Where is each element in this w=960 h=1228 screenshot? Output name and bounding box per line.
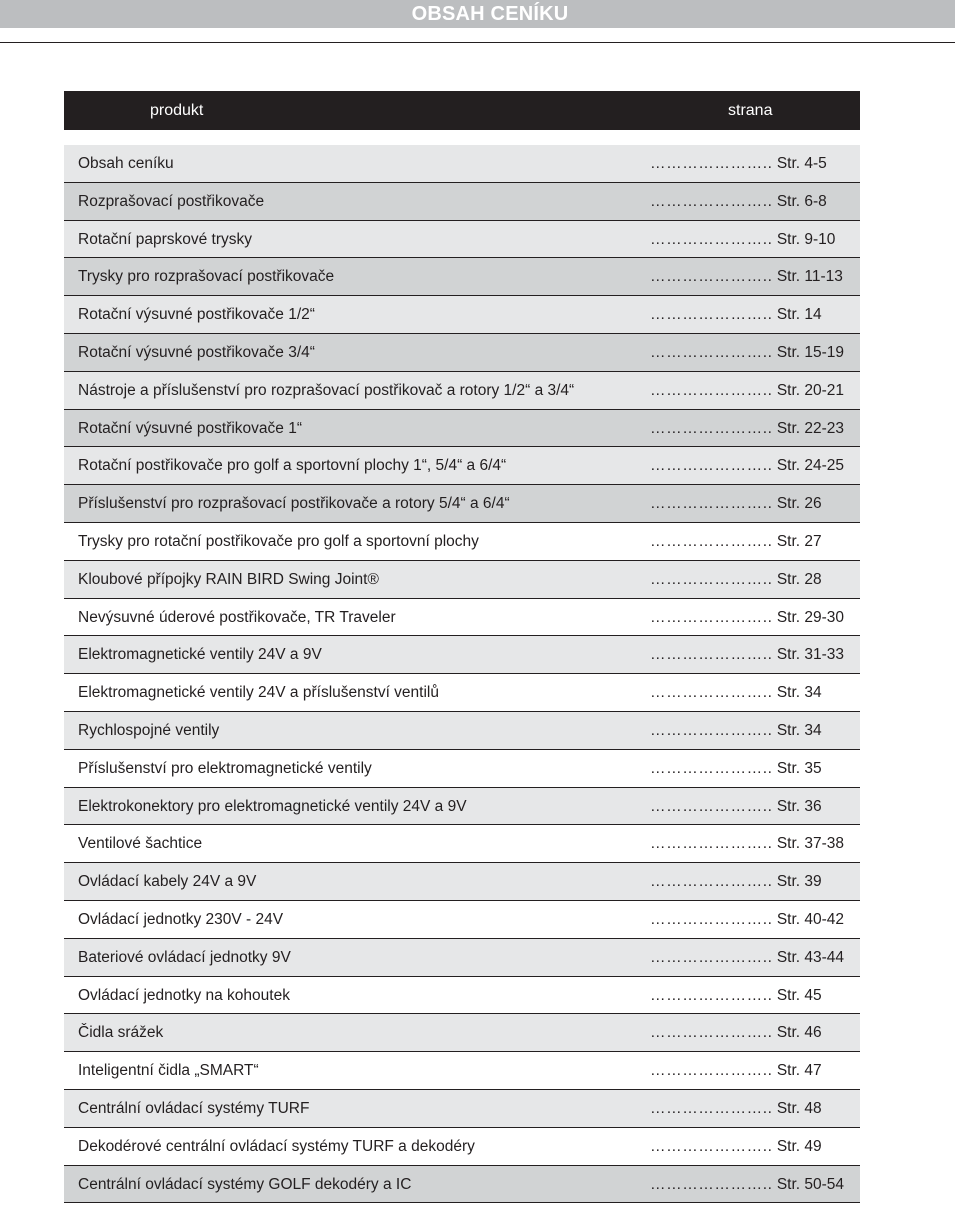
- page-reference: [650, 145, 827, 183]
- page-title: OBSAH CENÍKU: [411, 3, 569, 25]
- list-item: [64, 1166, 860, 1204]
- product-name: Rychlospojné ventily: [78, 721, 220, 739]
- dot-leader: …………………..: [650, 1024, 773, 1042]
- list-item: [64, 825, 860, 863]
- product-name: Rotační paprskové trysky: [78, 230, 253, 248]
- dot-leader: …………………..: [650, 1137, 773, 1155]
- page-reference: [650, 712, 822, 750]
- dot-leader: …………………..: [650, 192, 773, 210]
- title-bar: [0, 0, 960, 28]
- product-name: Ventilové šachtice: [78, 835, 203, 853]
- dot-leader: …………………..: [650, 1062, 773, 1080]
- page-number: Str. 45: [776, 986, 822, 1004]
- page-reference: [650, 221, 835, 259]
- dot-leader: …………………..: [650, 268, 773, 286]
- product-name: Příslušenství pro elektromagnetické ventily: [78, 759, 372, 777]
- list-item: [64, 447, 860, 485]
- dot-leader: …………………..: [650, 306, 773, 324]
- list-item: [64, 750, 860, 788]
- page-reference: [650, 1166, 844, 1204]
- page-reference: [650, 410, 844, 448]
- page-number: Str. 50-54: [776, 1175, 845, 1193]
- list-item: [64, 1090, 860, 1128]
- product-name: Obsah ceníku: [78, 155, 174, 172]
- page-number: Str. 14: [776, 306, 822, 324]
- page-number: Str. 40-42: [776, 910, 845, 928]
- page-reference: [650, 485, 822, 523]
- dot-leader: …………………..: [650, 495, 773, 513]
- page-number: Str. 48: [776, 1099, 822, 1117]
- page-reference: [650, 258, 843, 296]
- dot-leader: …………………..: [650, 759, 773, 777]
- list-item: [64, 561, 860, 599]
- page-number: Str. 46: [776, 1024, 822, 1042]
- page-number: Str. 11-13: [776, 268, 843, 286]
- page-reference: [650, 599, 844, 637]
- page-reference: [650, 901, 844, 939]
- page-number: Str. 28: [776, 570, 822, 588]
- page-reference: [650, 447, 844, 485]
- product-name: Rotační výsuvné postřikovače 3/4“: [78, 343, 315, 361]
- dot-leader: …………………..: [650, 343, 773, 361]
- dot-leader: …………………..: [650, 986, 773, 1004]
- page-number: Str. 43-44: [776, 948, 845, 966]
- product-name: Rotační výsuvné postřikovače 1/2“: [78, 306, 315, 324]
- list-item: [64, 599, 860, 637]
- page-number: Str. 20-21: [776, 381, 845, 399]
- page-reference: [650, 636, 844, 674]
- list-item: [64, 485, 860, 523]
- page-number: Str. 9-10: [776, 230, 836, 248]
- page-reference: [650, 1090, 822, 1128]
- page-number: Str. 35: [776, 759, 822, 777]
- list-item: [64, 1052, 860, 1090]
- page-number: Str. 39: [776, 873, 822, 891]
- list-item: [64, 939, 860, 977]
- list-item: [64, 1128, 860, 1166]
- product-name: Bateriové ovládací jednotky 9V: [78, 948, 291, 966]
- dot-leader: …………………..: [650, 457, 773, 475]
- dot-leader: …………………..: [650, 1099, 773, 1117]
- list-item: [64, 258, 860, 296]
- page-reference: [650, 296, 822, 334]
- list-item: [64, 674, 860, 712]
- product-name: Inteligentní čidla „SMART“: [78, 1062, 259, 1080]
- product-name: Trysky pro rotační postřikovače pro golf a sportovní plochy: [78, 532, 479, 550]
- page-reference: [650, 1052, 822, 1090]
- list-item: [64, 863, 860, 901]
- dot-leader: …………………..: [650, 684, 773, 702]
- dot-leader: …………………..: [650, 419, 773, 437]
- page-number: Str. 29-30: [776, 608, 845, 626]
- product-name: Ovládací kabely 24V a 9V: [78, 873, 257, 891]
- product-name: Příslušenství pro rozprašovací postřikovače a rotory 5/4“ a 6/4“: [78, 495, 510, 513]
- list-item: [64, 1014, 860, 1052]
- list-item: [64, 636, 860, 674]
- product-name: Rotační postřikovače pro golf a sportovní plochy 1“, 5/4“ a 6/4“: [78, 457, 507, 475]
- page-number: Str. 24-25: [776, 457, 845, 475]
- product-name: Kloubové přípojky RAIN BIRD Swing Joint®: [78, 570, 379, 588]
- list-item: [64, 183, 860, 221]
- product-name: Ovládací jednotky na kohoutek: [78, 986, 290, 1004]
- dot-leader: …………………..: [650, 608, 773, 626]
- page-reference: [650, 750, 822, 788]
- page-number: Str. 4-5: [776, 155, 827, 172]
- page-reference: [650, 977, 822, 1015]
- product-name: Dekodérové centrální ovládací systémy TURF a dekodéry: [78, 1137, 475, 1155]
- dot-leader: …………………..: [650, 797, 773, 815]
- product-name: Trysky pro rozprašovací postřikovače: [78, 268, 335, 286]
- page-number: Str. 15-19: [776, 343, 845, 361]
- page-number: Str. 6-8: [776, 192, 827, 210]
- dot-leader: …………………..: [650, 1175, 773, 1193]
- list-item: [64, 977, 860, 1015]
- column-header-page: strana: [728, 102, 773, 119]
- dot-leader: …………………..: [650, 532, 773, 550]
- list-item: [64, 410, 860, 448]
- page-reference: [650, 1014, 822, 1052]
- contents-list: [64, 145, 860, 1203]
- page-number: Str. 47: [776, 1062, 822, 1080]
- product-name: Elektromagnetické ventily 24V a příslušenství ventilů: [78, 684, 439, 702]
- page-reference: [650, 788, 822, 826]
- list-item: [64, 788, 860, 826]
- dot-leader: …………………..: [650, 910, 773, 928]
- product-name: Rozprašovací postřikovače: [78, 192, 265, 210]
- list-item: [64, 901, 860, 939]
- page-reference: [650, 372, 844, 410]
- dot-leader: …………………..: [650, 948, 773, 966]
- page-reference: [650, 674, 822, 712]
- page-reference: [650, 334, 844, 372]
- product-name: Nástroje a příslušenství pro rozprašovací postřikovač a rotory 1/2“ a 3/4“: [78, 381, 575, 399]
- product-name: Čidla srážek: [78, 1024, 164, 1042]
- product-name: Rotační výsuvné postřikovače 1“: [78, 419, 302, 437]
- page-reference: [650, 825, 844, 863]
- column-header-product: produkt: [150, 102, 204, 119]
- page-reference: [650, 863, 822, 901]
- table-header: [64, 91, 860, 130]
- page-number: Str. 49: [776, 1137, 822, 1155]
- page-number: Str. 34: [776, 721, 822, 739]
- page-reference: [650, 183, 827, 221]
- dot-leader: …………………..: [650, 873, 773, 891]
- product-name: Elektromagnetické ventily 24V a 9V: [78, 646, 322, 664]
- list-item: [64, 221, 860, 259]
- page-number: Str. 27: [776, 532, 822, 550]
- list-item: [64, 145, 860, 183]
- dot-leader: …………………..: [650, 721, 773, 739]
- list-item: [64, 334, 860, 372]
- dot-leader: …………………..: [650, 570, 773, 588]
- product-name: Centrální ovládací systémy TURF: [78, 1099, 310, 1117]
- list-item: [64, 296, 860, 334]
- title-divider: [0, 42, 955, 43]
- list-item: [64, 712, 860, 750]
- page-reference: [650, 939, 844, 977]
- dot-leader: …………………..: [650, 230, 773, 248]
- page-number: Str. 22-23: [776, 419, 845, 437]
- page-number: Str. 34: [776, 684, 822, 702]
- list-item: [64, 372, 860, 410]
- page-reference: [650, 1128, 822, 1166]
- dot-leader: …………………..: [650, 835, 773, 853]
- page-number: Str. 26: [776, 495, 822, 513]
- page-number: Str. 31-33: [776, 646, 845, 664]
- dot-leader: …………………..: [650, 381, 773, 399]
- dot-leader: …………………..: [650, 646, 773, 664]
- product-name: Centrální ovládací systémy GOLF dekodéry a IC: [78, 1175, 412, 1193]
- product-name: Elektrokonektory pro elektromagnetické ventily 24V a 9V: [78, 797, 467, 815]
- page-reference: [650, 523, 822, 561]
- product-name: Nevýsuvné úderové postřikovače, TR Traveler: [78, 608, 396, 626]
- list-item: [64, 523, 860, 561]
- product-name: Ovládací jednotky 230V - 24V: [78, 910, 284, 928]
- page-number: Str. 36: [776, 797, 822, 815]
- page-number: Str. 37-38: [776, 835, 845, 853]
- page-reference: [650, 561, 822, 599]
- dot-leader: …………………..: [650, 155, 773, 172]
